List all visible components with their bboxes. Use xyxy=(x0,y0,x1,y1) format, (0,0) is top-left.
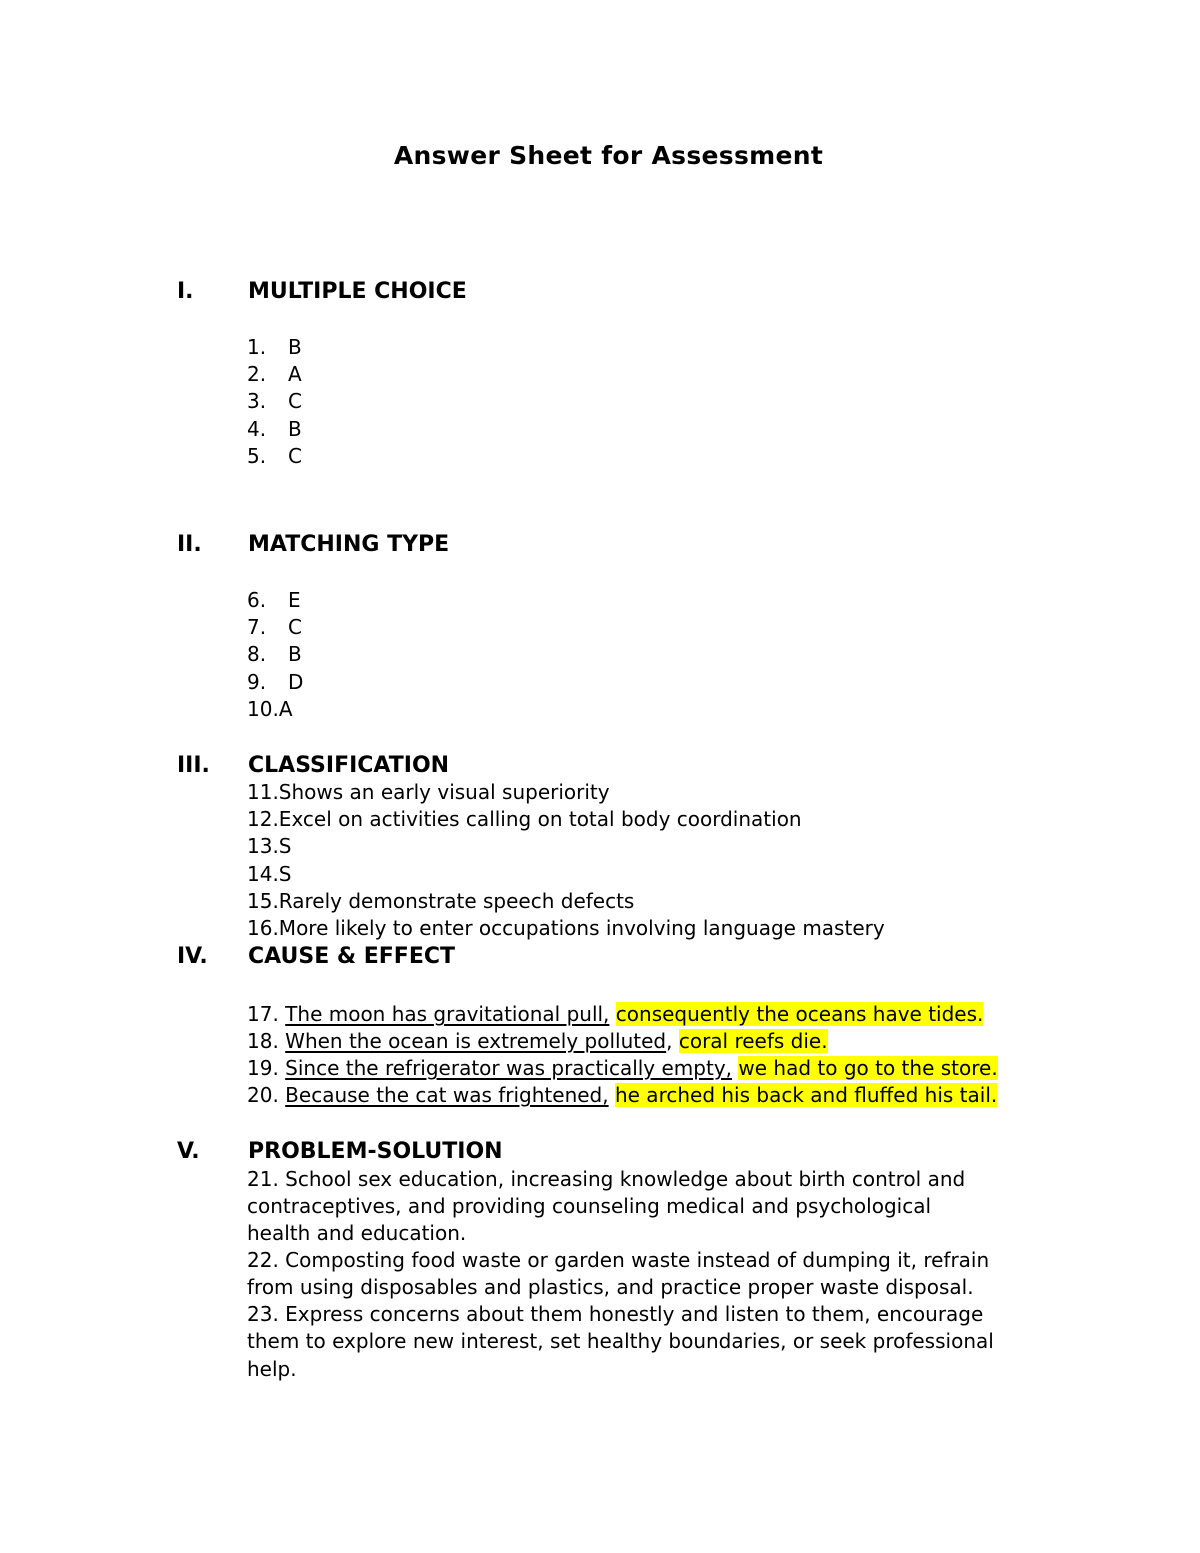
item-number: 17. xyxy=(247,1002,279,1026)
solution-line: 21. School sex education, increasing knowledge about birth control and xyxy=(247,1167,966,1191)
cause-effect-item xyxy=(247,1082,997,1109)
section-numeral: IV. xyxy=(177,944,208,969)
answer-item: 3. C xyxy=(247,389,302,413)
section-title: MULTIPLE CHOICE xyxy=(248,279,467,304)
item-number: 19. xyxy=(247,1056,279,1080)
section-title: CAUSE & EFFECT xyxy=(248,944,456,969)
solution-line: 22. Composting food waste or garden waste instead of dumping it, refrain xyxy=(247,1248,990,1272)
solution-line: help. xyxy=(247,1357,297,1381)
effect-text: he arched his back and fluffed his tail. xyxy=(614,1083,998,1107)
answer-item: 16.More likely to enter occupations involving language mastery xyxy=(247,916,885,940)
answer-item: 2. A xyxy=(247,362,302,386)
answer-item: 6. E xyxy=(247,588,301,612)
section-numeral: II. xyxy=(177,532,202,557)
answer-item: 15.Rarely demonstrate speech defects xyxy=(247,889,635,913)
section-numeral: I. xyxy=(177,279,194,304)
cause-effect-item: 18. When the ocean is extremely polluted, coral reefs die. xyxy=(247,1029,828,1053)
cause-text: The moon has gravitational pull, xyxy=(285,1002,610,1026)
item-number: 18. xyxy=(247,1029,279,1053)
section-title: PROBLEM-SOLUTION xyxy=(248,1139,503,1164)
answer-item: 5. C xyxy=(247,444,302,468)
section-title: CLASSIFICATION xyxy=(248,753,450,778)
cause-text: Since the refrigerator was practically empty, xyxy=(285,1056,733,1080)
answer-item: 12.Excel on activities calling on total body coordination xyxy=(247,807,802,831)
solution-line: contraceptives, and providing counseling medical and psychological xyxy=(247,1194,932,1218)
section-numeral: III. xyxy=(177,753,210,778)
effect-text: coral reefs die. xyxy=(678,1029,828,1053)
answer-item: 11.Shows an early visual superiority xyxy=(247,780,610,804)
section-title: MATCHING TYPE xyxy=(248,532,450,557)
answer-item: 8. B xyxy=(247,642,302,666)
cause-text: Because the cat was frightened, xyxy=(285,1083,609,1107)
answer-item: 9. D xyxy=(247,670,304,694)
cause-effect-item xyxy=(247,1001,983,1028)
solution-line: them to explore new interest, set healthy boundaries, or seek professional xyxy=(247,1329,994,1353)
answer-item: 13.S xyxy=(247,834,292,858)
page-title: Answer Sheet for Assessment xyxy=(393,141,824,170)
answer-item: 10.A xyxy=(247,697,293,721)
cause-effect-item xyxy=(247,1055,998,1082)
answer-item: 1. B xyxy=(247,335,302,359)
item-number: 20. xyxy=(247,1083,279,1107)
solution-line: from using disposables and plastics, and practice proper waste disposal. xyxy=(247,1275,974,1299)
effect-text: consequently the oceans have tides. xyxy=(615,1002,984,1026)
answer-item: 7. C xyxy=(247,615,302,639)
answer-item: 14.S xyxy=(247,862,292,886)
solution-line: health and education. xyxy=(247,1221,467,1245)
section-numeral: V. xyxy=(177,1139,200,1164)
answer-item: 4. B xyxy=(247,417,302,441)
solution-line: 23. Express concerns about them honestly and listen to them, encourage xyxy=(247,1302,984,1326)
effect-text: we had to go to the store. xyxy=(738,1056,998,1080)
cause-text: When the ocean is extremely polluted xyxy=(285,1029,667,1053)
